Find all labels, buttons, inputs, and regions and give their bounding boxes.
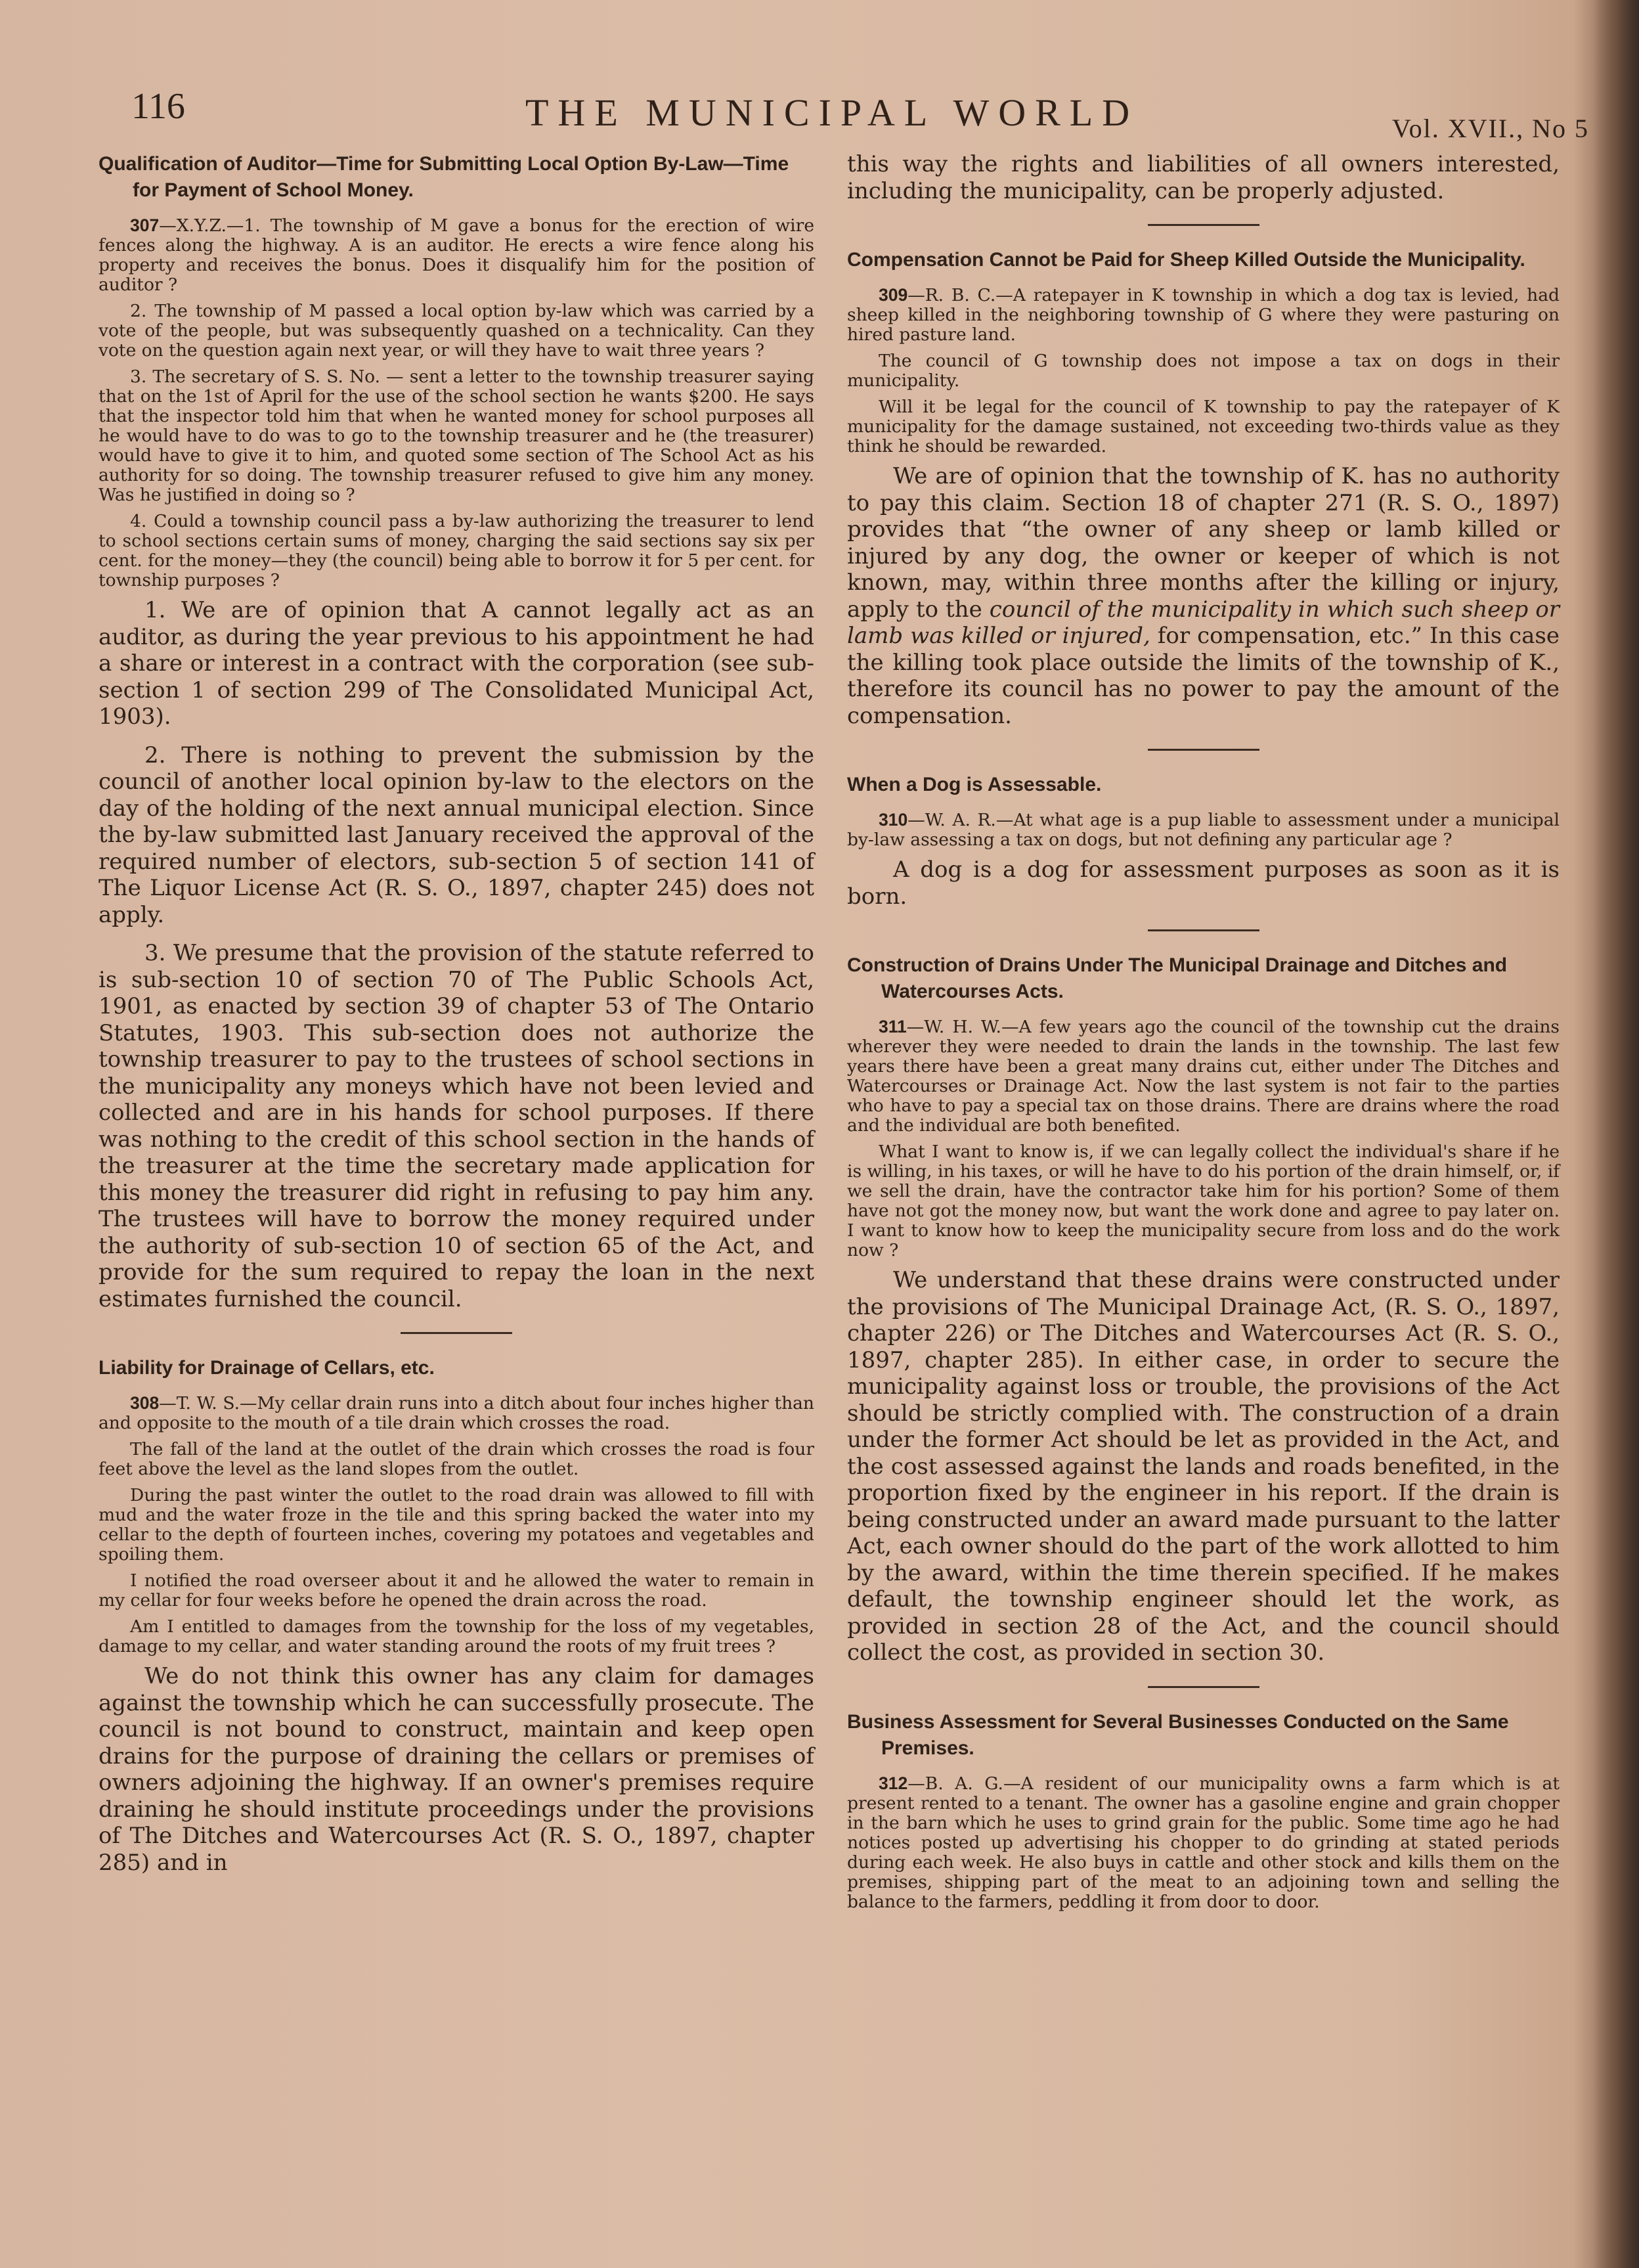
article-307 — [98, 151, 814, 1312]
question-text: 311—W. H. W.—A few years ago the council of the township cut the drains wherever they were needed to drain the lands in the township. The last few years there have been a great many drains cut, either under The Ditches and Watercourses or Drainage Act. Now the last system is not fair to the parties who have to pay a special tax on those drains. There are drains where the road and the individual are both benefited. — [847, 1017, 1560, 1136]
article-311 — [847, 952, 1560, 1666]
question-text: What I want to know is, if we can legally collect the individual's share if he is willing, in his taxes, or will he have to do his portion of the drain himself, or, if we sell the drain, have the contractor take him for his portion? Some of them have not got the money now, but want the work done and agree to pay later on. I want to know how to keep the municipality secure from loss and do the work now ? — [847, 1142, 1560, 1260]
answer-text: We are of opinion that the township of K. has no authority to pay this claim. Section 18 of chapter 271 (R. S. O., 1897) provides that “the owner of any sheep or lamb killed or injured by any dog, the owner or keeper of which is not known, may, within three months after the killing or injury, apply to the council of the municipality in which such sheep or lamb was killed or injured, for compensation, etc.” In this case the killing took place outside the limits of the township of K., therefore its council has no power to pay the amount of the compensation. — [847, 463, 1560, 729]
article-heading: Liability for Drainage of Cellars, etc. — [98, 1357, 435, 1379]
article-312 — [847, 1709, 1560, 1912]
answer-text: 2. There is nothing to prevent the submission by the council of another local opinion by-law to the electors on the day of the holding of the next annual municipal election. Since the by-law submitted last January received the approval of the required number of electors, sub-section 5 of section 141 of The Liquor License Act (R. S. O., 1897, chapter 245) does not apply. — [98, 742, 814, 928]
question-text: Am I entitled to damages from the township for the loss of my vegetables, damage to my cellar, and water standing around the roots of my fruit trees ? — [98, 1616, 814, 1657]
magazine-title: THE MUNICIPAL WORLD — [525, 91, 1139, 134]
article-heading: When a Dog is Assessable. — [847, 774, 1102, 795]
question-text: Will it be legal for the council of K township to pay the ratepayer of K municipality for the damage sustained, not exceeding two-thirds value as they think he should be rewarded. — [847, 397, 1560, 456]
question-text: I notified the road overseer about it and he allowed the water to remain in my cellar for four weeks before he opened the drain across the road. — [98, 1570, 814, 1611]
article-heading: Qualification of Auditor—Time for Submitting Local Option By-Law—Time for Payment of School Money. — [98, 153, 789, 201]
answer-text: We do not think this owner has any claim for damages against the township which he can successfully prosecute. The council is not bound to construct, maintain and keep open drains for the purpose of draining the cellars or premises of owners adjoining the highway. If an owner's premises require draining he should institute proceedings under the provisions of The Ditches and Watercourses Act (R. S. O., 1897, chapter 285) and in — [98, 1663, 814, 1876]
section-divider — [401, 1332, 512, 1334]
question-text: 4. Could a township council pass a by-law authorizing the treasurer to lend to school sections certain sums of money, charging the said sections say six per cent. for the money—they (the council) being able to borrow it for 5 per cent. for township purposes ? — [98, 511, 814, 590]
question-number: 311 — [879, 1017, 907, 1036]
section-divider — [1148, 749, 1259, 751]
question-text: 307—X.Y.Z.—1. The township of M gave a bonus for the erection of wire fences along the highway. A is an auditor. He erects a wire fence along his property and receives the bonus. Does it disqualify him for the position of auditor ? — [98, 215, 814, 295]
question-number: 307 — [130, 215, 160, 235]
question-text: 309—R. B. C.—A ratepayer in K township in which a dog tax is levied, had sheep killed in the neighboring township of G where they were pasturing on hired pasture land. — [847, 285, 1560, 345]
question-number: 312 — [879, 1773, 908, 1793]
answer-text: We understand that these drains were constructed under the provisions of The Municipal Drainage Act, (R. S. O., 1897, chapter 226) or The Ditches and Watercourses Act (R. S. O., 1897, chapter 285). In either case, in order to secure the municipality against loss or trouble, the provisions of the Act should be strictly complied with. The construction of a drain under the former Act should be let as provided in the Act, and the cost assessed against the lands and roads benefited, in the proportion fixed by the engineer in his report. If the drain is being constructed under an award made pursuant to the latter Act, each owner should do the part of the work allotted to him by the award, within the time therein specified. If he makes default, the township engineer should let the work, as provided in section 28 of the Act, and the council should collect the cost, as provided in section 30. — [847, 1267, 1560, 1666]
continued-answer-text: this way the rights and liabilities of all owners interested, including the municipality, can be properly adjusted. — [847, 151, 1560, 204]
question-text: 308—T. W. S.—My cellar drain runs into a ditch about four inches higher than and opposite to the mouth of a tile drain which crosses the road. — [98, 1393, 814, 1433]
right-column — [847, 151, 1560, 1919]
answer-text: 1. We are of opinion that A cannot legally act as an auditor, as during the year previous to his appointment he had a share or interest in a contract with the corporation (see sub-section 1 of section 299 of The Consolidated Municipal Act, 1903). — [98, 597, 814, 730]
question-text: 3. The secretary of S. S. No. — sent a letter to the township treasurer saying that on the 1st of April for the use of the school section he wants $200. He says that the inspector told him that when he wanted money for school purposes all he would have to do was to go to the township treasurer and he (the treasurer) would have to give it to him, and quoted some section of The School Act as his authority for so doing. The township treasurer refused to give him any money. Was he justified in doing so ? — [98, 367, 814, 505]
question-text: 312—B. A. G.—A resident of our municipality owns a farm which is at present rented to a tenant. The owner has a gasoline engine and grain chopper in the barn which he uses to grind grain for the public. Some time ago he had notices posted up advertising his chopper to do grinding at stated periods during each week. He also buys in cattle and other stock and kills them on the premises, shipping part of the meat to an adjoining town and selling the balance to the farmers, peddling it from door to door. — [847, 1773, 1560, 1912]
page-number: 116 — [131, 86, 185, 127]
article-310 — [847, 772, 1560, 910]
question-text: The fall of the land at the outlet of the drain which crosses the road is four feet above the level as the land slopes from the outlet. — [98, 1439, 814, 1479]
question-number: 310 — [879, 810, 908, 830]
article-308 — [98, 1355, 814, 1876]
article-heading: Construction of Drains Under The Municipal Drainage and Ditches and Watercourses Acts. — [847, 954, 1508, 1002]
question-text: 310—W. A. R.—At what age is a pup liable to assessment under a municipal by-law assessing a tax on dogs, but not defining any particular age ? — [847, 810, 1560, 850]
section-divider — [1148, 224, 1259, 226]
page-header — [105, 79, 1589, 145]
article-heading: Compensation Cannot be Paid for Sheep Killed Outside the Municipality. — [847, 249, 1525, 271]
question-text: 2. The township of M passed a local option by-law which was carried by a vote of the people, but was subsequently quashed on a technicality. Can they vote on the question again next year, or will they have to wait three years ? — [98, 301, 814, 361]
question-number: 308 — [130, 1393, 160, 1413]
answer-text: A dog is a dog for assessment purposes as soon as it is born. — [847, 856, 1560, 910]
left-column — [98, 151, 814, 1888]
section-divider — [1148, 1686, 1259, 1688]
question-text: During the past winter the outlet to the road drain was allowed to fill with mud and the water froze in the tile and this spring backed the water into my cellar to the depth of fourteen inches, covering my potatoes and vegetables and spoiling them. — [98, 1485, 814, 1565]
question-number: 309 — [879, 285, 908, 305]
section-divider — [1148, 929, 1259, 931]
volume-number: Vol. XVII., No 5 — [1391, 114, 1589, 143]
article-heading: Business Assessment for Several Businesses Conducted on the Same Premises. — [847, 1710, 1509, 1759]
binding-shadow — [1593, 0, 1639, 2268]
question-text: The council of G township does not impose a tax on dogs in their municipality. — [847, 351, 1560, 391]
article-309 — [847, 247, 1560, 729]
answer-text: 3. We presume that the provision of the statute referred to is sub-section 10 of section 70 of The Public Schools Act, 1901, as enacted by section 39 of chapter 53 of The Ontario Statutes, 1903. This sub-section does not authorize the township treasurer to pay to the trustees of school sections in the municipality any moneys which have not been levied and collected and are in his hands for school purposes. If there was nothing to the credit of this school section in the hands of the treasurer at the time the secretary made application for this money the treasurer did right in refusing to pay him any. The trustees will have to borrow the money required under the authority of sub-section 10 of section 65 of the Act, and provide for the sum required to repay the loan in the next estimates furnished the council. — [98, 940, 814, 1312]
statute-quote: council of the municipality in which such sheep or lamb was killed or injured, — [847, 596, 1560, 649]
